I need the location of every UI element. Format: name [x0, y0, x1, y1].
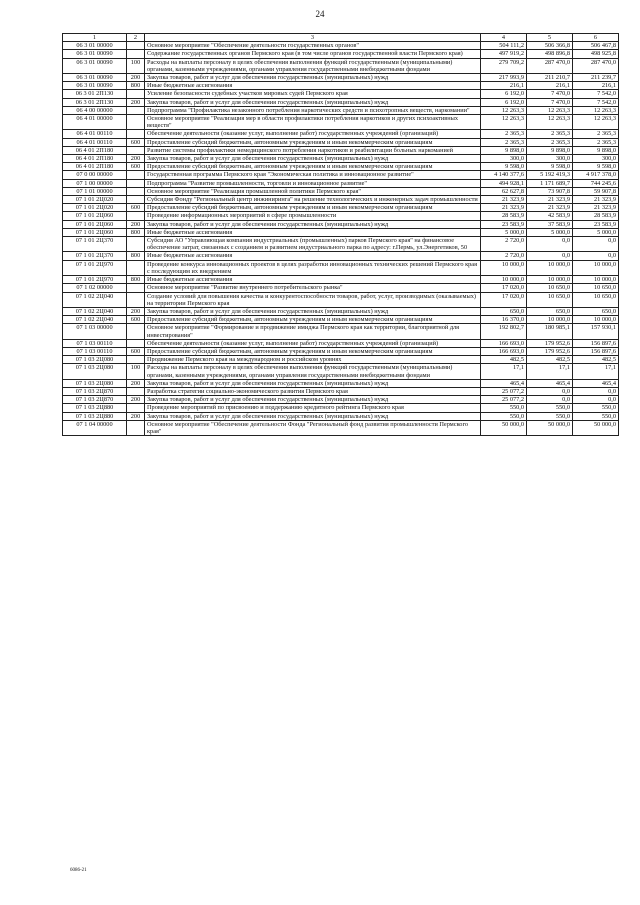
expense-type-code: 200 — [127, 220, 145, 228]
target-article-code: 06 3 01 00090 — [63, 74, 127, 82]
amount-year-1: 550,0 — [481, 412, 527, 420]
expense-type-code — [127, 404, 145, 412]
amount-year-2: 482,5 — [527, 356, 573, 364]
expense-type-code: 800 — [127, 228, 145, 236]
table-row — [63, 98, 619, 106]
amount-year-1: 21 323,9 — [481, 204, 527, 212]
expense-type-code — [127, 324, 145, 339]
expense-type-code — [127, 196, 145, 204]
item-name: Иные бюджетные ассигнования — [145, 228, 481, 236]
expense-type-code — [127, 106, 145, 114]
target-article-code: 07 1 03 2Ц880 — [63, 412, 127, 420]
table-row — [63, 220, 619, 228]
expense-type-code — [127, 187, 145, 195]
amount-year-1: 25 077,2 — [481, 396, 527, 404]
amount-year-3: 4 917 378,0 — [573, 171, 619, 179]
item-name: Иные бюджетные ассигнования — [145, 82, 481, 90]
amount-year-1: 166 693,0 — [481, 347, 527, 355]
item-name: Расходы на выплаты персоналу в целях обеспечения выполнения функций государственными (муниципальными) органами, казенными учреждениями, органами управления государственными внебюджетными фондами — [145, 364, 481, 379]
item-name: Основное мероприятие "Обеспечение деятельности государственных органов" — [145, 42, 481, 50]
expense-type-code: 600 — [127, 347, 145, 355]
item-name: Закупка товаров, работ и услуг для обеспечения государственных (муниципальных) нужд — [145, 220, 481, 228]
amount-year-2: 9 598,0 — [527, 163, 573, 171]
table-row — [63, 187, 619, 195]
amount-year-2: 216,1 — [527, 82, 573, 90]
amount-year-2: 179 952,6 — [527, 347, 573, 355]
amount-year-2: 50 000,0 — [527, 420, 573, 435]
item-name: Усиление безопасности судебных участков мировых судей Пермского края — [145, 90, 481, 98]
amount-year-1: 50 000,0 — [481, 420, 527, 435]
table-row — [63, 204, 619, 212]
expense-type-code: 200 — [127, 307, 145, 315]
amount-year-1: 25 077,2 — [481, 387, 527, 395]
target-article-code: 07 1 03 2Ц880 — [63, 404, 127, 412]
amount-year-3: 10 000,0 — [573, 276, 619, 284]
amount-year-1: 300,0 — [481, 155, 527, 163]
table-row — [63, 292, 619, 307]
column-header: 4 — [481, 34, 527, 42]
table-row — [63, 284, 619, 292]
table-row — [63, 316, 619, 324]
item-name: Закупка товаров, работ и услуг для обеспечения государственных (муниципальных) нужд — [145, 396, 481, 404]
expense-type-code — [127, 115, 145, 130]
amount-year-1: 650,0 — [481, 307, 527, 315]
amount-year-3: 2 365,3 — [573, 138, 619, 146]
amount-year-1: 6 192,0 — [481, 98, 527, 106]
item-name: Иные бюджетные ассигнования — [145, 252, 481, 260]
amount-year-1: 62 627,8 — [481, 187, 527, 195]
target-article-code: 06 4 01 00000 — [63, 115, 127, 130]
target-article-code: 07 1 01 2Ц020 — [63, 204, 127, 212]
amount-year-2: 550,0 — [527, 412, 573, 420]
expense-type-code: 600 — [127, 163, 145, 171]
item-name: Основное мероприятие "Обеспечение деятельности Фонда "Региональный фонд развития промышленности Пермского края" — [145, 420, 481, 435]
amount-year-3: 216,1 — [573, 82, 619, 90]
table-body — [63, 42, 619, 436]
expense-type-code — [127, 260, 145, 275]
item-name: Предоставление субсидий бюджетным, автономным учреждениям и иным некоммерческим организациям — [145, 347, 481, 355]
amount-year-1: 2 720,0 — [481, 237, 527, 252]
amount-year-2: 12 263,3 — [527, 115, 573, 130]
amount-year-3: 28 583,9 — [573, 212, 619, 220]
amount-year-3: 10 650,0 — [573, 292, 619, 307]
item-name: Государственная программа Пермского края "Экономическая политика и инновационное развитие" — [145, 171, 481, 179]
amount-year-2: 7 470,0 — [527, 90, 573, 98]
amount-year-2: 10 000,0 — [527, 260, 573, 275]
item-name: Разработка стратегии социально-экономического развития Пермского края — [145, 387, 481, 395]
amount-year-2: 211 210,7 — [527, 74, 573, 82]
target-article-code: 07 1 01 2Ц370 — [63, 237, 127, 252]
amount-year-3: 10 650,0 — [573, 284, 619, 292]
item-name: Предоставление субсидий бюджетным, автономным учреждениям и иным некоммерческим организациям — [145, 138, 481, 146]
amount-year-2: 10 000,0 — [527, 316, 573, 324]
item-name: Основное мероприятие "Формирование и продвижение имиджа Пермского края как территории, благоприятной для инвестирования" — [145, 324, 481, 339]
table-row — [63, 356, 619, 364]
table-row — [63, 212, 619, 220]
amount-year-3: 5 000,0 — [573, 228, 619, 236]
amount-year-1: 497 919,2 — [481, 50, 527, 58]
amount-year-3: 0,0 — [573, 237, 619, 252]
amount-year-1: 17 020,0 — [481, 284, 527, 292]
table-row — [63, 396, 619, 404]
table-row — [63, 364, 619, 379]
table-row — [63, 58, 619, 73]
footer-code: 6086-21 — [70, 868, 87, 873]
amount-year-1: 494 928,1 — [481, 179, 527, 187]
amount-year-2: 9 898,0 — [527, 146, 573, 154]
target-article-code: 07 1 03 2Ц080 — [63, 379, 127, 387]
amount-year-3: 23 583,9 — [573, 220, 619, 228]
page-number: 24 — [315, 9, 325, 19]
amount-year-2: 5 192 419,3 — [527, 171, 573, 179]
table-row — [63, 74, 619, 82]
item-name: Предоставление субсидий бюджетным, автономным учреждениям и иным некоммерческим организациям — [145, 204, 481, 212]
item-name: Развитие системы профилактики немедицинского потребления наркотиков и реабилитации больных наркоманией — [145, 146, 481, 154]
amount-year-2: 42 583,9 — [527, 212, 573, 220]
target-article-code: 06 3 01 00090 — [63, 50, 127, 58]
expense-type-code — [127, 237, 145, 252]
item-name: Продвижение Пермского края на международном и российском уровнях — [145, 356, 481, 364]
amount-year-1: 2 365,3 — [481, 138, 527, 146]
amount-year-2: 287 470,0 — [527, 58, 573, 73]
amount-year-3: 287 470,0 — [573, 58, 619, 73]
amount-year-2: 0,0 — [527, 252, 573, 260]
table-row — [63, 387, 619, 395]
target-article-code: 06 3 01 2П130 — [63, 98, 127, 106]
amount-year-2: 0,0 — [527, 396, 573, 404]
amount-year-1: 17,1 — [481, 364, 527, 379]
expense-type-code: 800 — [127, 276, 145, 284]
target-article-code: 07 1 01 2Ц060 — [63, 228, 127, 236]
amount-year-2: 300,0 — [527, 155, 573, 163]
amount-year-2: 10 650,0 — [527, 292, 573, 307]
expense-type-code — [127, 387, 145, 395]
amount-year-3: 465,4 — [573, 379, 619, 387]
target-article-code: 07 1 03 2Ц080 — [63, 356, 127, 364]
table-row — [63, 237, 619, 252]
expense-type-code — [127, 292, 145, 307]
expense-type-code — [127, 212, 145, 220]
table-row — [63, 50, 619, 58]
amount-year-1: 504 111,2 — [481, 42, 527, 50]
table-row — [63, 155, 619, 163]
target-article-code: 07 1 03 2Ц080 — [63, 364, 127, 379]
amount-year-3: 744 245,6 — [573, 179, 619, 187]
budget-table-container — [62, 33, 618, 436]
amount-year-1: 16 370,0 — [481, 316, 527, 324]
amount-year-3: 0,0 — [573, 396, 619, 404]
amount-year-3: 156 897,6 — [573, 339, 619, 347]
item-name: Закупка товаров, работ и услуг для обеспечения государственных (муниципальных) нужд — [145, 307, 481, 315]
table-row — [63, 196, 619, 204]
item-name: Основное мероприятие "Реализация мер в области профилактики потребления наркотиков и других психоактивных веществ" — [145, 115, 481, 130]
amount-year-3: 156 897,6 — [573, 347, 619, 355]
amount-year-1: 2 365,3 — [481, 130, 527, 138]
target-article-code: 06 3 01 00090 — [63, 82, 127, 90]
amount-year-3: 7 542,0 — [573, 90, 619, 98]
amount-year-1: 550,0 — [481, 404, 527, 412]
column-header: 3 — [145, 34, 481, 42]
item-name: Закупка товаров, работ и услуг для обеспечения государственных (муниципальных) нужд — [145, 155, 481, 163]
amount-year-2: 10 000,0 — [527, 276, 573, 284]
column-header: 1 — [63, 34, 127, 42]
expense-type-code: 600 — [127, 316, 145, 324]
amount-year-3: 10 000,0 — [573, 316, 619, 324]
target-article-code: 07 1 01 2Ц060 — [63, 212, 127, 220]
expense-type-code: 200 — [127, 98, 145, 106]
expense-type-code — [127, 50, 145, 58]
table-row — [63, 252, 619, 260]
amount-year-1: 4 140 377,6 — [481, 171, 527, 179]
table-row — [63, 146, 619, 154]
item-name: Создание условий для повышения качества и конкурентоспособности товаров, работ, услуг, производимых (оказываемых) на территории Пермского края — [145, 292, 481, 307]
table-row — [63, 339, 619, 347]
expense-type-code: 200 — [127, 74, 145, 82]
amount-year-1: 17 020,0 — [481, 292, 527, 307]
amount-year-1: 216,1 — [481, 82, 527, 90]
table-row — [63, 260, 619, 275]
item-name: Обеспечение деятельности (оказание услуг, выполнение работ) государственных учреждений (организаций) — [145, 339, 481, 347]
table-row — [63, 115, 619, 130]
amount-year-2: 21 323,9 — [527, 196, 573, 204]
item-name: Проведение мероприятий по присвоению и поддержанию кредитного рейтинга Пермского края — [145, 404, 481, 412]
table-row — [63, 42, 619, 50]
item-name: Подпрограмма "Развитие промышленности, торговли и инновационное развитие" — [145, 179, 481, 187]
amount-year-3: 12 263,3 — [573, 106, 619, 114]
amount-year-1: 279 709,2 — [481, 58, 527, 73]
amount-year-1: 9 598,0 — [481, 163, 527, 171]
item-name: Субсидия АО "Управляющая компания индустриальных (промышленных) парков Пермского края" на финансовое обеспечение затрат, связанных с созданием и развитием индустриального парка по адресу: г.Пермь, ул.Энергетиков, 50 — [145, 237, 481, 252]
amount-year-2: 10 650,0 — [527, 284, 573, 292]
table-row — [63, 379, 619, 387]
target-article-code: 07 1 01 2Ц970 — [63, 260, 127, 275]
target-article-code: 07 1 02 00000 — [63, 284, 127, 292]
item-name: Расходы на выплаты персоналу в целях обеспечения выполнения функций государственными (муниципальными) органами, казенными учреждениями, органами управления государственными внебюджетными фондами — [145, 58, 481, 73]
amount-year-3: 9 898,0 — [573, 146, 619, 154]
expense-type-code: 800 — [127, 82, 145, 90]
amount-year-3: 9 598,0 — [573, 163, 619, 171]
expense-type-code: 200 — [127, 412, 145, 420]
amount-year-2: 2 365,3 — [527, 130, 573, 138]
table-row — [63, 106, 619, 114]
item-name: Основное мероприятие "Реализация промышленной политики Пермского края" — [145, 187, 481, 195]
amount-year-3: 21 323,9 — [573, 196, 619, 204]
amount-year-2: 550,0 — [527, 404, 573, 412]
amount-year-1: 21 323,9 — [481, 196, 527, 204]
item-name: Закупка товаров, работ и услуг для обеспечения государственных (муниципальных) нужд — [145, 74, 481, 82]
amount-year-3: 157 930,1 — [573, 324, 619, 339]
table-row — [63, 130, 619, 138]
amount-year-1: 465,4 — [481, 379, 527, 387]
item-name: Основное мероприятие "Развитие внутреннего потребительского рынка" — [145, 284, 481, 292]
amount-year-3: 17,1 — [573, 364, 619, 379]
amount-year-2: 5 000,0 — [527, 228, 573, 236]
item-name: Проведение информационных мероприятий в сфере промышленности — [145, 212, 481, 220]
target-article-code: 07 1 03 00000 — [63, 324, 127, 339]
amount-year-3: 0,0 — [573, 252, 619, 260]
amount-year-1: 10 000,0 — [481, 260, 527, 275]
amount-year-1: 10 000,0 — [481, 276, 527, 284]
amount-year-3: 650,0 — [573, 307, 619, 315]
expense-type-code: 800 — [127, 252, 145, 260]
expense-type-code: 200 — [127, 396, 145, 404]
table-row — [63, 276, 619, 284]
expense-type-code — [127, 130, 145, 138]
column-number-row — [63, 34, 619, 42]
amount-year-2: 498 896,8 — [527, 50, 573, 58]
amount-year-2: 17,1 — [527, 364, 573, 379]
expense-type-code — [127, 90, 145, 98]
expense-type-code — [127, 146, 145, 154]
item-name: Проведение конкурса инновационных проектов в целях разработки инновационных технических решений Пермского края с последующим их внедрением — [145, 260, 481, 275]
target-article-code: 07 1 03 00110 — [63, 347, 127, 355]
target-article-code: 07 1 04 00000 — [63, 420, 127, 435]
amount-year-2: 0,0 — [527, 387, 573, 395]
amount-year-1: 482,5 — [481, 356, 527, 364]
target-article-code: 07 1 03 00110 — [63, 339, 127, 347]
target-article-code: 07 0 00 00000 — [63, 171, 127, 179]
expense-type-code: 200 — [127, 155, 145, 163]
table-row — [63, 163, 619, 171]
item-name: Подпрограмма "Профилактика незаконного потребления наркотических средств и психотропных веществ, наркомании" — [145, 106, 481, 114]
item-name: Закупка товаров, работ и услуг для обеспечения государственных (муниципальных) нужд — [145, 412, 481, 420]
expense-type-code: 600 — [127, 138, 145, 146]
amount-year-3: 21 323,9 — [573, 204, 619, 212]
expense-type-code — [127, 356, 145, 364]
table-row — [63, 138, 619, 146]
expense-type-code: 100 — [127, 58, 145, 73]
item-name: Предоставление субсидий бюджетным, автономным учреждениям и иным некоммерческим организациям — [145, 316, 481, 324]
amount-year-2: 12 263,3 — [527, 106, 573, 114]
amount-year-1: 12 263,3 — [481, 115, 527, 130]
amount-year-3: 550,0 — [573, 404, 619, 412]
expense-type-code — [127, 339, 145, 347]
target-article-code: 07 1 01 2Ц370 — [63, 252, 127, 260]
target-article-code: 07 1 01 2Ц020 — [63, 196, 127, 204]
amount-year-1: 9 898,0 — [481, 146, 527, 154]
target-article-code: 07 1 03 2Ц870 — [63, 396, 127, 404]
amount-year-3: 482,5 — [573, 356, 619, 364]
target-article-code: 07 1 03 2Ц870 — [63, 387, 127, 395]
table-row — [63, 412, 619, 420]
amount-year-3: 7 542,0 — [573, 98, 619, 106]
amount-year-2: 7 470,0 — [527, 98, 573, 106]
target-article-code: 06 3 01 00000 — [63, 42, 127, 50]
amount-year-2: 73 907,8 — [527, 187, 573, 195]
table-row — [63, 420, 619, 435]
item-name: Содержание государственных органов Пермского края (в том числе органов государственной власти Пермского края) — [145, 50, 481, 58]
item-name: Предоставление субсидий бюджетным, автономным учреждениям и иным некоммерческим организациям — [145, 163, 481, 171]
table-row — [63, 324, 619, 339]
target-article-code: 06 4 01 00110 — [63, 130, 127, 138]
column-header: 5 — [527, 34, 573, 42]
expense-type-code: 600 — [127, 204, 145, 212]
amount-year-3: 50 000,0 — [573, 420, 619, 435]
table-row — [63, 307, 619, 315]
amount-year-1: 6 192,0 — [481, 90, 527, 98]
amount-year-1: 166 693,0 — [481, 339, 527, 347]
amount-year-2: 0,0 — [527, 237, 573, 252]
target-article-code: 06 4 01 2П180 — [63, 163, 127, 171]
item-name: Закупка товаров, работ и услуг для обеспечения государственных (муниципальных) нужд — [145, 98, 481, 106]
item-name: Закупка товаров, работ и услуг для обеспечения государственных (муниципальных) нужд — [145, 379, 481, 387]
target-article-code: 07 1 02 2Ц040 — [63, 316, 127, 324]
expense-type-code — [127, 179, 145, 187]
target-article-code: 06 4 01 2П180 — [63, 155, 127, 163]
budget-table — [62, 33, 619, 436]
target-article-code: 07 1 00 00000 — [63, 179, 127, 187]
table-row — [63, 82, 619, 90]
amount-year-1: 192 802,7 — [481, 324, 527, 339]
amount-year-2: 506 366,8 — [527, 42, 573, 50]
table-row — [63, 404, 619, 412]
amount-year-3: 0,0 — [573, 387, 619, 395]
item-name: Обеспечение деятельности (оказание услуг, выполнение работ) государственных учреждений (организаций) — [145, 130, 481, 138]
amount-year-3: 10 000,0 — [573, 260, 619, 275]
table-row — [63, 347, 619, 355]
amount-year-2: 465,4 — [527, 379, 573, 387]
amount-year-3: 506 467,8 — [573, 42, 619, 50]
target-article-code: 07 1 01 00000 — [63, 187, 127, 195]
target-article-code: 06 4 01 00110 — [63, 138, 127, 146]
amount-year-3: 211 239,7 — [573, 74, 619, 82]
amount-year-2: 179 952,6 — [527, 339, 573, 347]
expense-type-code: 100 — [127, 364, 145, 379]
amount-year-2: 1 171 689,7 — [527, 179, 573, 187]
target-article-code: 07 1 02 2Ц040 — [63, 292, 127, 307]
target-article-code: 06 3 01 2П130 — [63, 90, 127, 98]
target-article-code: 06 3 01 00090 — [63, 58, 127, 73]
amount-year-3: 498 925,8 — [573, 50, 619, 58]
amount-year-3: 59 907,8 — [573, 187, 619, 195]
target-article-code: 07 1 02 2Ц040 — [63, 307, 127, 315]
amount-year-2: 37 583,9 — [527, 220, 573, 228]
target-article-code: 07 1 01 2Ц970 — [63, 276, 127, 284]
amount-year-2: 650,0 — [527, 307, 573, 315]
amount-year-1: 5 000,0 — [481, 228, 527, 236]
expense-type-code — [127, 171, 145, 179]
table-row — [63, 228, 619, 236]
amount-year-1: 12 263,3 — [481, 106, 527, 114]
table-row — [63, 179, 619, 187]
amount-year-3: 2 365,3 — [573, 130, 619, 138]
amount-year-1: 23 583,9 — [481, 220, 527, 228]
amount-year-2: 2 365,3 — [527, 138, 573, 146]
expense-type-code — [127, 42, 145, 50]
target-article-code: 06 4 01 2П180 — [63, 146, 127, 154]
item-name: Субсидия Фонду "Региональный центр инжиниринга" на решение технологических и инженерных задач промышленности — [145, 196, 481, 204]
amount-year-2: 21 323,9 — [527, 204, 573, 212]
amount-year-3: 12 263,3 — [573, 115, 619, 130]
amount-year-1: 28 583,9 — [481, 212, 527, 220]
target-article-code: 07 1 01 2Ц060 — [63, 220, 127, 228]
expense-type-code — [127, 284, 145, 292]
expense-type-code — [127, 420, 145, 435]
column-header: 2 — [127, 34, 145, 42]
amount-year-2: 180 985,1 — [527, 324, 573, 339]
table-row — [63, 90, 619, 98]
item-name: Иные бюджетные ассигнования — [145, 276, 481, 284]
amount-year-1: 2 720,0 — [481, 252, 527, 260]
column-header: 6 — [573, 34, 619, 42]
expense-type-code: 200 — [127, 379, 145, 387]
target-article-code: 06 4 00 00000 — [63, 106, 127, 114]
amount-year-1: 217 993,9 — [481, 74, 527, 82]
table-row — [63, 171, 619, 179]
amount-year-3: 550,0 — [573, 412, 619, 420]
amount-year-3: 300,0 — [573, 155, 619, 163]
